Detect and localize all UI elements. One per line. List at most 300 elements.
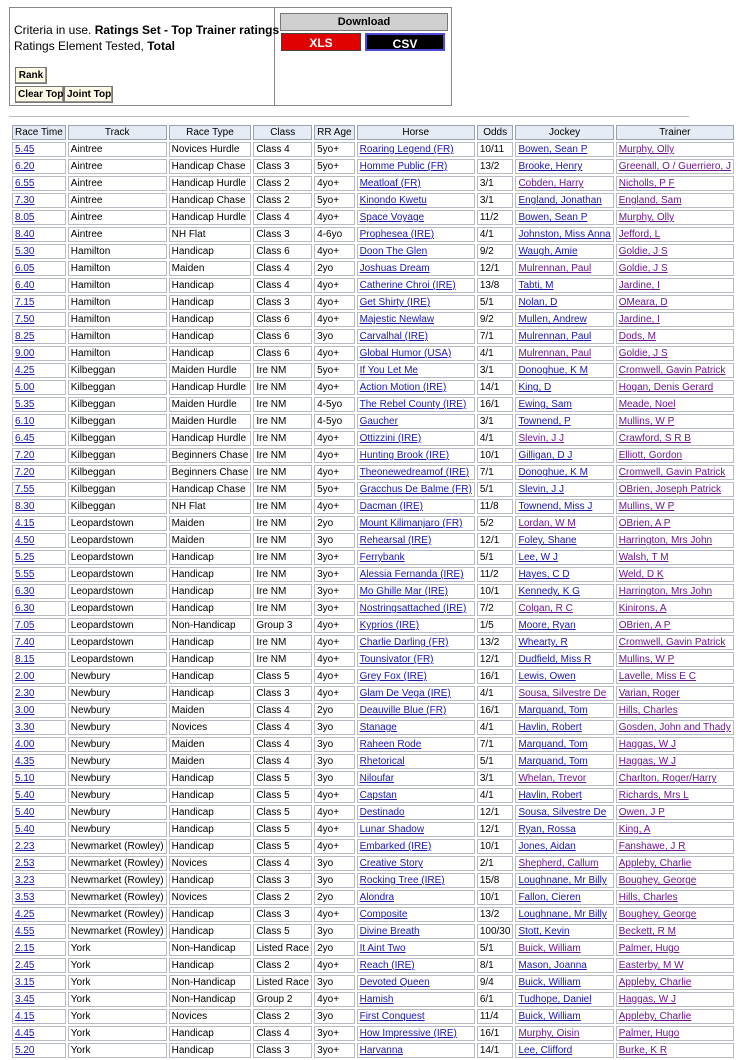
trainer-cell[interactable]: Cromwell, Gavin Patrick <box>616 363 734 378</box>
odds-cell: 10/1 <box>477 890 514 905</box>
horse-cell[interactable]: Space Voyage <box>357 210 475 225</box>
race-type-cell: Handicap <box>169 1043 252 1058</box>
race-time-cell[interactable]: 5.20 <box>12 1043 66 1058</box>
clear-top-button[interactable]: Clear Top <box>15 86 64 103</box>
rr-age-cell: 2yo <box>314 261 354 276</box>
trainer-cell[interactable]: Easterby, M W <box>616 958 734 973</box>
race-time-cell[interactable]: 3.30 <box>12 720 66 735</box>
horse-cell[interactable]: Meatloaf (FR) <box>357 176 475 191</box>
odds-cell: 4/1 <box>477 720 514 735</box>
track-cell: Newmarket (Rowley) <box>68 873 167 888</box>
horse-cell[interactable]: Homme Public (FR) <box>357 159 475 174</box>
race-time-cell[interactable]: 7.55 <box>12 482 66 497</box>
horse-cell[interactable]: Ferrybank <box>357 550 475 565</box>
horse-cell[interactable]: Global Humor (USA) <box>357 346 475 361</box>
rr-age-cell: 4yo+ <box>314 907 354 922</box>
track-cell: Aintree <box>68 227 167 242</box>
rr-age-cell: 4yo+ <box>314 669 354 684</box>
race-time-cell[interactable]: 6.10 <box>12 414 66 429</box>
jockey-cell[interactable]: Marquand, Tom <box>515 737 613 752</box>
trainer-cell[interactable]: Beckett, R M <box>616 924 734 939</box>
horse-cell[interactable]: Grey Fox (IRE) <box>357 669 475 684</box>
class-cell: Class 3 <box>253 873 312 888</box>
jockey-cell[interactable]: Buick, William <box>515 1009 613 1024</box>
column-header-rr-age[interactable]: RR Age <box>314 125 354 140</box>
race-type-cell: Handicap Chase <box>169 193 252 208</box>
criteria-line <box>14 23 279 37</box>
trainer-cell[interactable]: Greenall, O / Guerriero, J <box>616 159 734 174</box>
trainer-cell[interactable]: Haggas, W J <box>616 737 734 752</box>
horse-cell[interactable]: How Impressive (IRE) <box>357 1026 475 1041</box>
horse-cell[interactable]: The Rebel County (IRE) <box>357 397 475 412</box>
jockey-cell[interactable]: Havlin, Robert <box>515 720 613 735</box>
class-cell: Class 2 <box>253 890 312 905</box>
race-time-cell[interactable]: 6.40 <box>12 278 66 293</box>
race-type-cell: Handicap <box>169 652 252 667</box>
trainer-cell[interactable]: Owen, J P <box>616 805 734 820</box>
race-time-cell[interactable]: 3.45 <box>12 992 66 1007</box>
jockey-cell[interactable]: Brooke, Henry <box>515 159 613 174</box>
table-row <box>12 788 734 803</box>
race-time-cell[interactable]: 7.40 <box>12 635 66 650</box>
jockey-cell[interactable]: Tudhope, Daniel <box>515 992 613 1007</box>
trainer-cell[interactable]: King, A <box>616 822 734 837</box>
race-time-cell[interactable]: 2.15 <box>12 941 66 956</box>
race-time-cell[interactable]: 4.55 <box>12 924 66 939</box>
horse-cell[interactable]: Alondra <box>357 890 475 905</box>
jockey-cell[interactable]: Hayes, C D <box>515 567 613 582</box>
race-time-cell[interactable]: 7.05 <box>12 618 66 633</box>
trainer-cell[interactable]: Hills, Charles <box>616 890 734 905</box>
race-time-cell[interactable]: 8.40 <box>12 227 66 242</box>
jockey-cell[interactable]: King, D <box>515 380 613 395</box>
trainer-cell[interactable]: Appleby, Charlie <box>616 975 734 990</box>
column-header-jockey[interactable]: Jockey <box>515 125 613 140</box>
race-time-cell[interactable]: 5.35 <box>12 397 66 412</box>
track-cell: Kilbeggan <box>68 482 167 497</box>
rr-age-cell: 4yo+ <box>314 278 354 293</box>
jockey-cell[interactable]: Marquand, Tom <box>515 703 613 718</box>
jockey-cell[interactable]: Whearty, R <box>515 635 613 650</box>
track-cell: Aintree <box>68 142 167 157</box>
horse-cell[interactable]: Hunting Brook (IRE) <box>357 448 475 463</box>
race-time-cell[interactable]: 2.23 <box>12 839 66 854</box>
race-time-cell[interactable]: 5.00 <box>12 380 66 395</box>
horse-cell[interactable]: Charlie Darling (FR) <box>357 635 475 650</box>
jockey-cell[interactable]: Cobden, Harry <box>515 176 613 191</box>
jockey-cell[interactable]: Gilligan, D J <box>515 448 613 463</box>
race-time-cell[interactable]: 3.53 <box>12 890 66 905</box>
trainer-cell[interactable]: Mullins, W P <box>616 652 734 667</box>
trainer-cell[interactable]: Jardine, I <box>616 278 734 293</box>
jockey-cell[interactable]: Donoghue, K M <box>515 465 613 480</box>
jockey-cell[interactable]: Sousa, Silvestre De <box>515 686 613 701</box>
jockey-cell[interactable]: Jones, Aidan <box>515 839 613 854</box>
trainer-cell[interactable]: Palmer, Hugo <box>616 941 734 956</box>
table-row <box>12 686 734 701</box>
trainer-cell[interactable]: Goldie, J S <box>616 346 734 361</box>
race-time-cell[interactable]: 4.25 <box>12 907 66 922</box>
class-cell: Listed Race <box>253 975 312 990</box>
trainer-cell[interactable]: Jefford, L <box>616 227 734 242</box>
horse-cell[interactable]: Rehearsal (IRE) <box>357 533 475 548</box>
horse-cell[interactable]: First Conquest <box>357 1009 475 1024</box>
trainer-cell[interactable]: Cromwell, Gavin Patrick <box>616 635 734 650</box>
horse-cell[interactable]: Creative Story <box>357 856 475 871</box>
class-cell: Ire NM <box>253 448 312 463</box>
table-row <box>12 210 734 225</box>
trainer-cell[interactable]: Haggas, W J <box>616 754 734 769</box>
race-time-cell[interactable]: 2.53 <box>12 856 66 871</box>
trainer-cell[interactable]: Hills, Charles <box>616 703 734 718</box>
rr-age-cell: 4-6yo <box>314 227 354 242</box>
trainer-cell[interactable]: Murphy, Olly <box>616 210 734 225</box>
jockey-cell[interactable]: Lordan, W M <box>515 516 613 531</box>
race-time-cell[interactable]: 6.55 <box>12 176 66 191</box>
jockey-cell[interactable]: Waugh, Amie <box>515 244 613 259</box>
jockey-cell[interactable]: Loughnane, Mr Billy <box>515 907 613 922</box>
table-row <box>12 1009 734 1024</box>
horse-cell[interactable]: Kinondo Kwetu <box>357 193 475 208</box>
column-header-class[interactable]: Class <box>253 125 312 140</box>
race-time-cell[interactable]: 5.45 <box>12 142 66 157</box>
horse-cell[interactable]: Divine Breath <box>357 924 475 939</box>
jockey-cell[interactable]: Foley, Shane <box>515 533 613 548</box>
race-time-cell[interactable]: 5.40 <box>12 805 66 820</box>
trainer-cell[interactable]: Weld, D K <box>616 567 734 582</box>
rr-age-cell: 4yo+ <box>314 958 354 973</box>
horse-cell[interactable]: Embarked (IRE) <box>357 839 475 854</box>
trainer-cell[interactable]: Dods, M <box>616 329 734 344</box>
column-header-race-time[interactable]: Race Time <box>12 125 66 140</box>
trainer-cell[interactable]: Goldie, J S <box>616 244 734 259</box>
race-type-cell: Handicap <box>169 771 252 786</box>
race-time-cell[interactable]: 4.45 <box>12 1026 66 1041</box>
column-header-horse[interactable]: Horse <box>357 125 475 140</box>
jockey-cell[interactable]: Mason, Joanna <box>515 958 613 973</box>
race-time-cell[interactable]: 4.15 <box>12 516 66 531</box>
race-time-cell[interactable]: 8.15 <box>12 652 66 667</box>
trainer-cell[interactable]: Harrington, Mrs John <box>616 533 734 548</box>
odds-cell: 7/1 <box>477 329 514 344</box>
jockey-cell[interactable]: Mulrennan, Paul <box>515 261 613 276</box>
horse-cell[interactable]: Devoted Queen <box>357 975 475 990</box>
race-type-cell: Handicap <box>169 907 252 922</box>
track-cell: Kilbeggan <box>68 414 167 429</box>
horse-cell[interactable]: Glam De Vega (IRE) <box>357 686 475 701</box>
jockey-cell[interactable]: Sousa, Silvestre De <box>515 805 613 820</box>
horse-cell[interactable]: Destinado <box>357 805 475 820</box>
race-time-cell[interactable]: 7.50 <box>12 312 66 327</box>
xls-download-button[interactable]: XLS <box>281 33 361 51</box>
trainer-cell[interactable]: Haggas, W J <box>616 992 734 1007</box>
csv-download-button[interactable]: CSV <box>365 33 445 51</box>
race-time-cell[interactable]: 6.20 <box>12 159 66 174</box>
horse-cell[interactable]: Alessia Fernanda (IRE) <box>357 567 475 582</box>
rr-age-cell: 3yo+ <box>314 1043 354 1058</box>
horse-cell[interactable]: Prophesea (IRE) <box>357 227 475 242</box>
jockey-cell[interactable]: Colgan, R C <box>515 601 613 616</box>
trainer-cell[interactable]: England, Sam <box>616 193 734 208</box>
horse-cell[interactable]: Mo Ghille Mar (IRE) <box>357 584 475 599</box>
odds-cell: 4/1 <box>477 346 514 361</box>
race-time-cell[interactable]: 7.20 <box>12 465 66 480</box>
race-time-cell[interactable]: 4.00 <box>12 737 66 752</box>
jockey-cell[interactable]: Mullen, Andrew <box>515 312 613 327</box>
race-time-cell[interactable]: 5.55 <box>12 567 66 582</box>
trainer-cell[interactable]: Lavelle, Miss E C <box>616 669 734 684</box>
race-time-cell[interactable]: 6.45 <box>12 431 66 446</box>
trainer-cell[interactable]: Nicholls, P F <box>616 176 734 191</box>
odds-cell: 4/1 <box>477 227 514 242</box>
rr-age-cell: 4yo+ <box>314 210 354 225</box>
race-time-cell[interactable]: 6.05 <box>12 261 66 276</box>
table-row <box>12 397 734 412</box>
horse-cell[interactable]: Deauville Blue (FR) <box>357 703 475 718</box>
jockey-cell[interactable]: Stott, Kevin <box>515 924 613 939</box>
race-time-cell[interactable]: 8.30 <box>12 499 66 514</box>
trainer-cell[interactable]: OBrien, A P <box>616 516 734 531</box>
jockey-cell[interactable]: England, Jonathan <box>515 193 613 208</box>
jockey-cell[interactable]: Lee, Clifford <box>515 1043 613 1058</box>
jockey-cell[interactable]: Kennedy, K G <box>515 584 613 599</box>
race-time-cell[interactable]: 2.45 <box>12 958 66 973</box>
table-row <box>12 890 734 905</box>
rank-button[interactable]: Rank <box>15 67 47 84</box>
horse-cell[interactable]: Catherine Chroi (IRE) <box>357 278 475 293</box>
jockey-cell[interactable]: Bowen, Sean P <box>515 210 613 225</box>
race-time-cell[interactable]: 7.15 <box>12 295 66 310</box>
trainer-cell[interactable]: OMeara, D <box>616 295 734 310</box>
trainer-cell[interactable]: Burke, K R <box>616 1043 734 1058</box>
race-time-cell[interactable]: 4.50 <box>12 533 66 548</box>
horse-cell[interactable]: If You Let Me <box>357 363 475 378</box>
horse-cell[interactable]: Doon The Glen <box>357 244 475 259</box>
trainer-cell[interactable]: Richards, Mrs L <box>616 788 734 803</box>
trainer-cell[interactable]: Fanshawe, J R <box>616 839 734 854</box>
horse-cell[interactable]: Mount Kilimanjaro (FR) <box>357 516 475 531</box>
jockey-cell[interactable]: Murphy, Oisin <box>515 1026 613 1041</box>
jockey-cell[interactable]: Mulrennan, Paul <box>515 346 613 361</box>
jockey-cell[interactable]: Slevin, J J <box>515 431 613 446</box>
track-cell: Hamilton <box>68 329 167 344</box>
trainer-cell[interactable]: Mullins, W P <box>616 414 734 429</box>
jockey-cell[interactable]: Havlin, Robert <box>515 788 613 803</box>
odds-cell: 10/1 <box>477 839 514 854</box>
jockey-cell[interactable]: Lewis, Owen <box>515 669 613 684</box>
race-time-cell[interactable]: 7.20 <box>12 448 66 463</box>
horse-cell[interactable]: Hamish <box>357 992 475 1007</box>
trainer-cell[interactable]: Hogan, Denis Gerard <box>616 380 734 395</box>
race-time-cell[interactable]: 3.23 <box>12 873 66 888</box>
trainer-cell[interactable]: Meade, Noel <box>616 397 734 412</box>
trainer-cell[interactable]: Charlton, Roger/Harry <box>616 771 734 786</box>
table-row <box>12 992 734 1007</box>
odds-cell: 4/1 <box>477 686 514 701</box>
jockey-cell[interactable]: Lee, W J <box>515 550 613 565</box>
trainer-cell[interactable]: Boughey, George <box>616 907 734 922</box>
horse-cell[interactable]: Kyprios (IRE) <box>357 618 475 633</box>
jockey-cell[interactable]: Buick, William <box>515 941 613 956</box>
race-time-cell[interactable]: 5.40 <box>12 788 66 803</box>
race-type-cell: Maiden <box>169 703 252 718</box>
race-time-cell[interactable]: 5.25 <box>12 550 66 565</box>
class-cell: Class 5 <box>253 771 312 786</box>
column-header-trainer[interactable]: Trainer <box>616 125 734 140</box>
track-cell: York <box>68 941 167 956</box>
horse-cell[interactable]: Reach (IRE) <box>357 958 475 973</box>
track-cell: Newbury <box>68 788 167 803</box>
horse-cell[interactable]: It Aint Two <box>357 941 475 956</box>
jockey-cell[interactable]: Slevin, J J <box>515 482 613 497</box>
jockey-cell[interactable]: Donoghue, K M <box>515 363 613 378</box>
horse-cell[interactable]: Nostringsattached (IRE) <box>357 601 475 616</box>
jockey-cell[interactable]: Ewing, Sam <box>515 397 613 412</box>
class-cell: Ire NM <box>253 567 312 582</box>
horse-cell[interactable]: Gaucher <box>357 414 475 429</box>
jockey-cell[interactable]: Bowen, Sean P <box>515 142 613 157</box>
trainer-cell[interactable]: Walsh, T M <box>616 550 734 565</box>
trainer-cell[interactable]: Mullins, W P <box>616 499 734 514</box>
horse-cell[interactable]: Action Motion (IRE) <box>357 380 475 395</box>
track-cell: Kilbeggan <box>68 465 167 480</box>
class-cell: Class 3 <box>253 1043 312 1058</box>
trainer-cell[interactable]: Kinirons, A <box>616 601 734 616</box>
horse-cell[interactable]: Dacman (IRE) <box>357 499 475 514</box>
column-header-race-type[interactable]: Race Type <box>169 125 252 140</box>
horse-cell[interactable]: Rocking Tree (IRE) <box>357 873 475 888</box>
jockey-cell[interactable]: Nolan, D <box>515 295 613 310</box>
jockey-cell[interactable]: Shepherd, Callum <box>515 856 613 871</box>
trainer-cell[interactable]: Gosden, John and Thady <box>616 720 734 735</box>
jockey-cell[interactable]: Dudfield, Miss R <box>515 652 613 667</box>
horse-cell[interactable]: Lunar Shadow <box>357 822 475 837</box>
jockey-cell[interactable]: Townend, Miss J <box>515 499 613 514</box>
horse-cell[interactable]: Carvalhal (IRE) <box>357 329 475 344</box>
race-time-cell[interactable]: 4.15 <box>12 1009 66 1024</box>
criteria-panel <box>9 7 452 106</box>
horse-cell[interactable]: Roaring Legend (FR) <box>357 142 475 157</box>
horse-cell[interactable]: Tounsivator (FR) <box>357 652 475 667</box>
trainer-cell[interactable]: Elliott, Gordon <box>616 448 734 463</box>
joint-top-button[interactable]: Joint Top <box>64 86 113 103</box>
rr-age-cell: 4yo+ <box>314 465 354 480</box>
jockey-cell[interactable]: Whelan, Trevor <box>515 771 613 786</box>
horse-cell[interactable]: Rhetorical <box>357 754 475 769</box>
race-type-cell: Handicap Hurdle <box>169 176 252 191</box>
jockey-cell[interactable]: Mulrennan, Paul <box>515 329 613 344</box>
race-time-cell[interactable]: 5.10 <box>12 771 66 786</box>
jockey-cell[interactable]: Johnston, Miss Anna <box>515 227 613 242</box>
race-time-cell[interactable]: 5.30 <box>12 244 66 259</box>
horse-cell[interactable]: Composite <box>357 907 475 922</box>
race-type-cell: Novices <box>169 856 252 871</box>
trainer-cell[interactable]: Varian, Roger <box>616 686 734 701</box>
trainer-cell[interactable]: Cromwell, Gavin Patrick <box>616 465 734 480</box>
trainer-cell[interactable]: Appleby, Charlie <box>616 1009 734 1024</box>
class-cell: Class 3 <box>253 686 312 701</box>
class-cell: Class 3 <box>253 159 312 174</box>
race-time-cell[interactable]: 2.00 <box>12 669 66 684</box>
trainer-cell[interactable]: Goldie, J S <box>616 261 734 276</box>
column-header-odds[interactable]: Odds <box>477 125 514 140</box>
race-time-cell[interactable]: 7.30 <box>12 193 66 208</box>
track-cell: Leopardstown <box>68 652 167 667</box>
table-row <box>12 703 734 718</box>
race-time-cell[interactable]: 4.25 <box>12 363 66 378</box>
rr-age-cell: 4yo+ <box>314 312 354 327</box>
race-time-cell[interactable]: 8.25 <box>12 329 66 344</box>
trainer-cell[interactable]: Crawford, S R B <box>616 431 734 446</box>
trainer-cell[interactable]: Harrington, Mrs John <box>616 584 734 599</box>
horse-cell[interactable]: Get Shirty (IRE) <box>357 295 475 310</box>
track-cell: Newbury <box>68 805 167 820</box>
race-time-cell[interactable]: 6.30 <box>12 601 66 616</box>
horse-cell[interactable]: Niloufar <box>357 771 475 786</box>
trainer-cell[interactable]: Jardine, I <box>616 312 734 327</box>
jockey-cell[interactable]: Moore, Ryan <box>515 618 613 633</box>
rr-age-cell: 2yo <box>314 516 354 531</box>
race-time-cell[interactable]: 8.05 <box>12 210 66 225</box>
trainer-cell[interactable]: Appleby, Charlie <box>616 856 734 871</box>
horse-cell[interactable]: Majestic Newlaw <box>357 312 475 327</box>
race-type-cell: Non-Handicap <box>169 992 252 1007</box>
table-row <box>12 618 734 633</box>
table-row <box>12 805 734 820</box>
jockey-cell[interactable]: Ryan, Rossa <box>515 822 613 837</box>
odds-cell: 15/8 <box>477 873 514 888</box>
race-time-cell[interactable]: 3.00 <box>12 703 66 718</box>
race-time-cell[interactable]: 5.40 <box>12 822 66 837</box>
rr-age-cell: 3yo+ <box>314 584 354 599</box>
race-time-cell[interactable]: 9.00 <box>12 346 66 361</box>
horse-cell[interactable]: Gracchus De Balme (FR) <box>357 482 475 497</box>
rr-age-cell: 4-5yo <box>314 414 354 429</box>
jockey-cell[interactable]: Marquand, Tom <box>515 754 613 769</box>
ratings-set-name: Ratings Set - Top Trainer ratings <box>94 23 280 37</box>
trainer-cell[interactable]: OBrien, Joseph Patrick <box>616 482 734 497</box>
trainer-cell[interactable]: OBrien, A P <box>616 618 734 633</box>
table-row <box>12 482 734 497</box>
race-time-cell[interactable]: 2.30 <box>12 686 66 701</box>
race-time-cell[interactable]: 4.35 <box>12 754 66 769</box>
trainer-cell[interactable]: Murphy, Olly <box>616 142 734 157</box>
jockey-cell[interactable]: Fallon, Cieren <box>515 890 613 905</box>
horse-cell[interactable]: Theonewedreamof (IRE) <box>357 465 475 480</box>
trainer-cell[interactable]: Boughey, George <box>616 873 734 888</box>
race-type-cell: Handicap <box>169 295 252 310</box>
jockey-cell[interactable]: Townend, P <box>515 414 613 429</box>
horse-cell[interactable]: Stanage <box>357 720 475 735</box>
odds-cell: 5/1 <box>477 550 514 565</box>
horse-cell[interactable]: Joshuas Dream <box>357 261 475 276</box>
race-time-cell[interactable]: 6.30 <box>12 584 66 599</box>
horse-cell[interactable]: Ottizzini (IRE) <box>357 431 475 446</box>
track-cell: York <box>68 975 167 990</box>
class-cell: Ire NM <box>253 516 312 531</box>
jockey-cell[interactable]: Buick, William <box>515 975 613 990</box>
horse-cell[interactable]: Capstan <box>357 788 475 803</box>
jockey-cell[interactable]: Tabti, M <box>515 278 613 293</box>
horse-cell[interactable]: Raheen Rode <box>357 737 475 752</box>
track-cell: York <box>68 1026 167 1041</box>
race-time-cell[interactable]: 3.15 <box>12 975 66 990</box>
odds-cell: 5/1 <box>477 295 514 310</box>
trainer-cell[interactable]: Palmer, Hugo <box>616 1026 734 1041</box>
jockey-cell[interactable]: Loughnane, Mr Billy <box>515 873 613 888</box>
column-header-track[interactable]: Track <box>68 125 167 140</box>
horse-cell[interactable]: Harvanna <box>357 1043 475 1058</box>
